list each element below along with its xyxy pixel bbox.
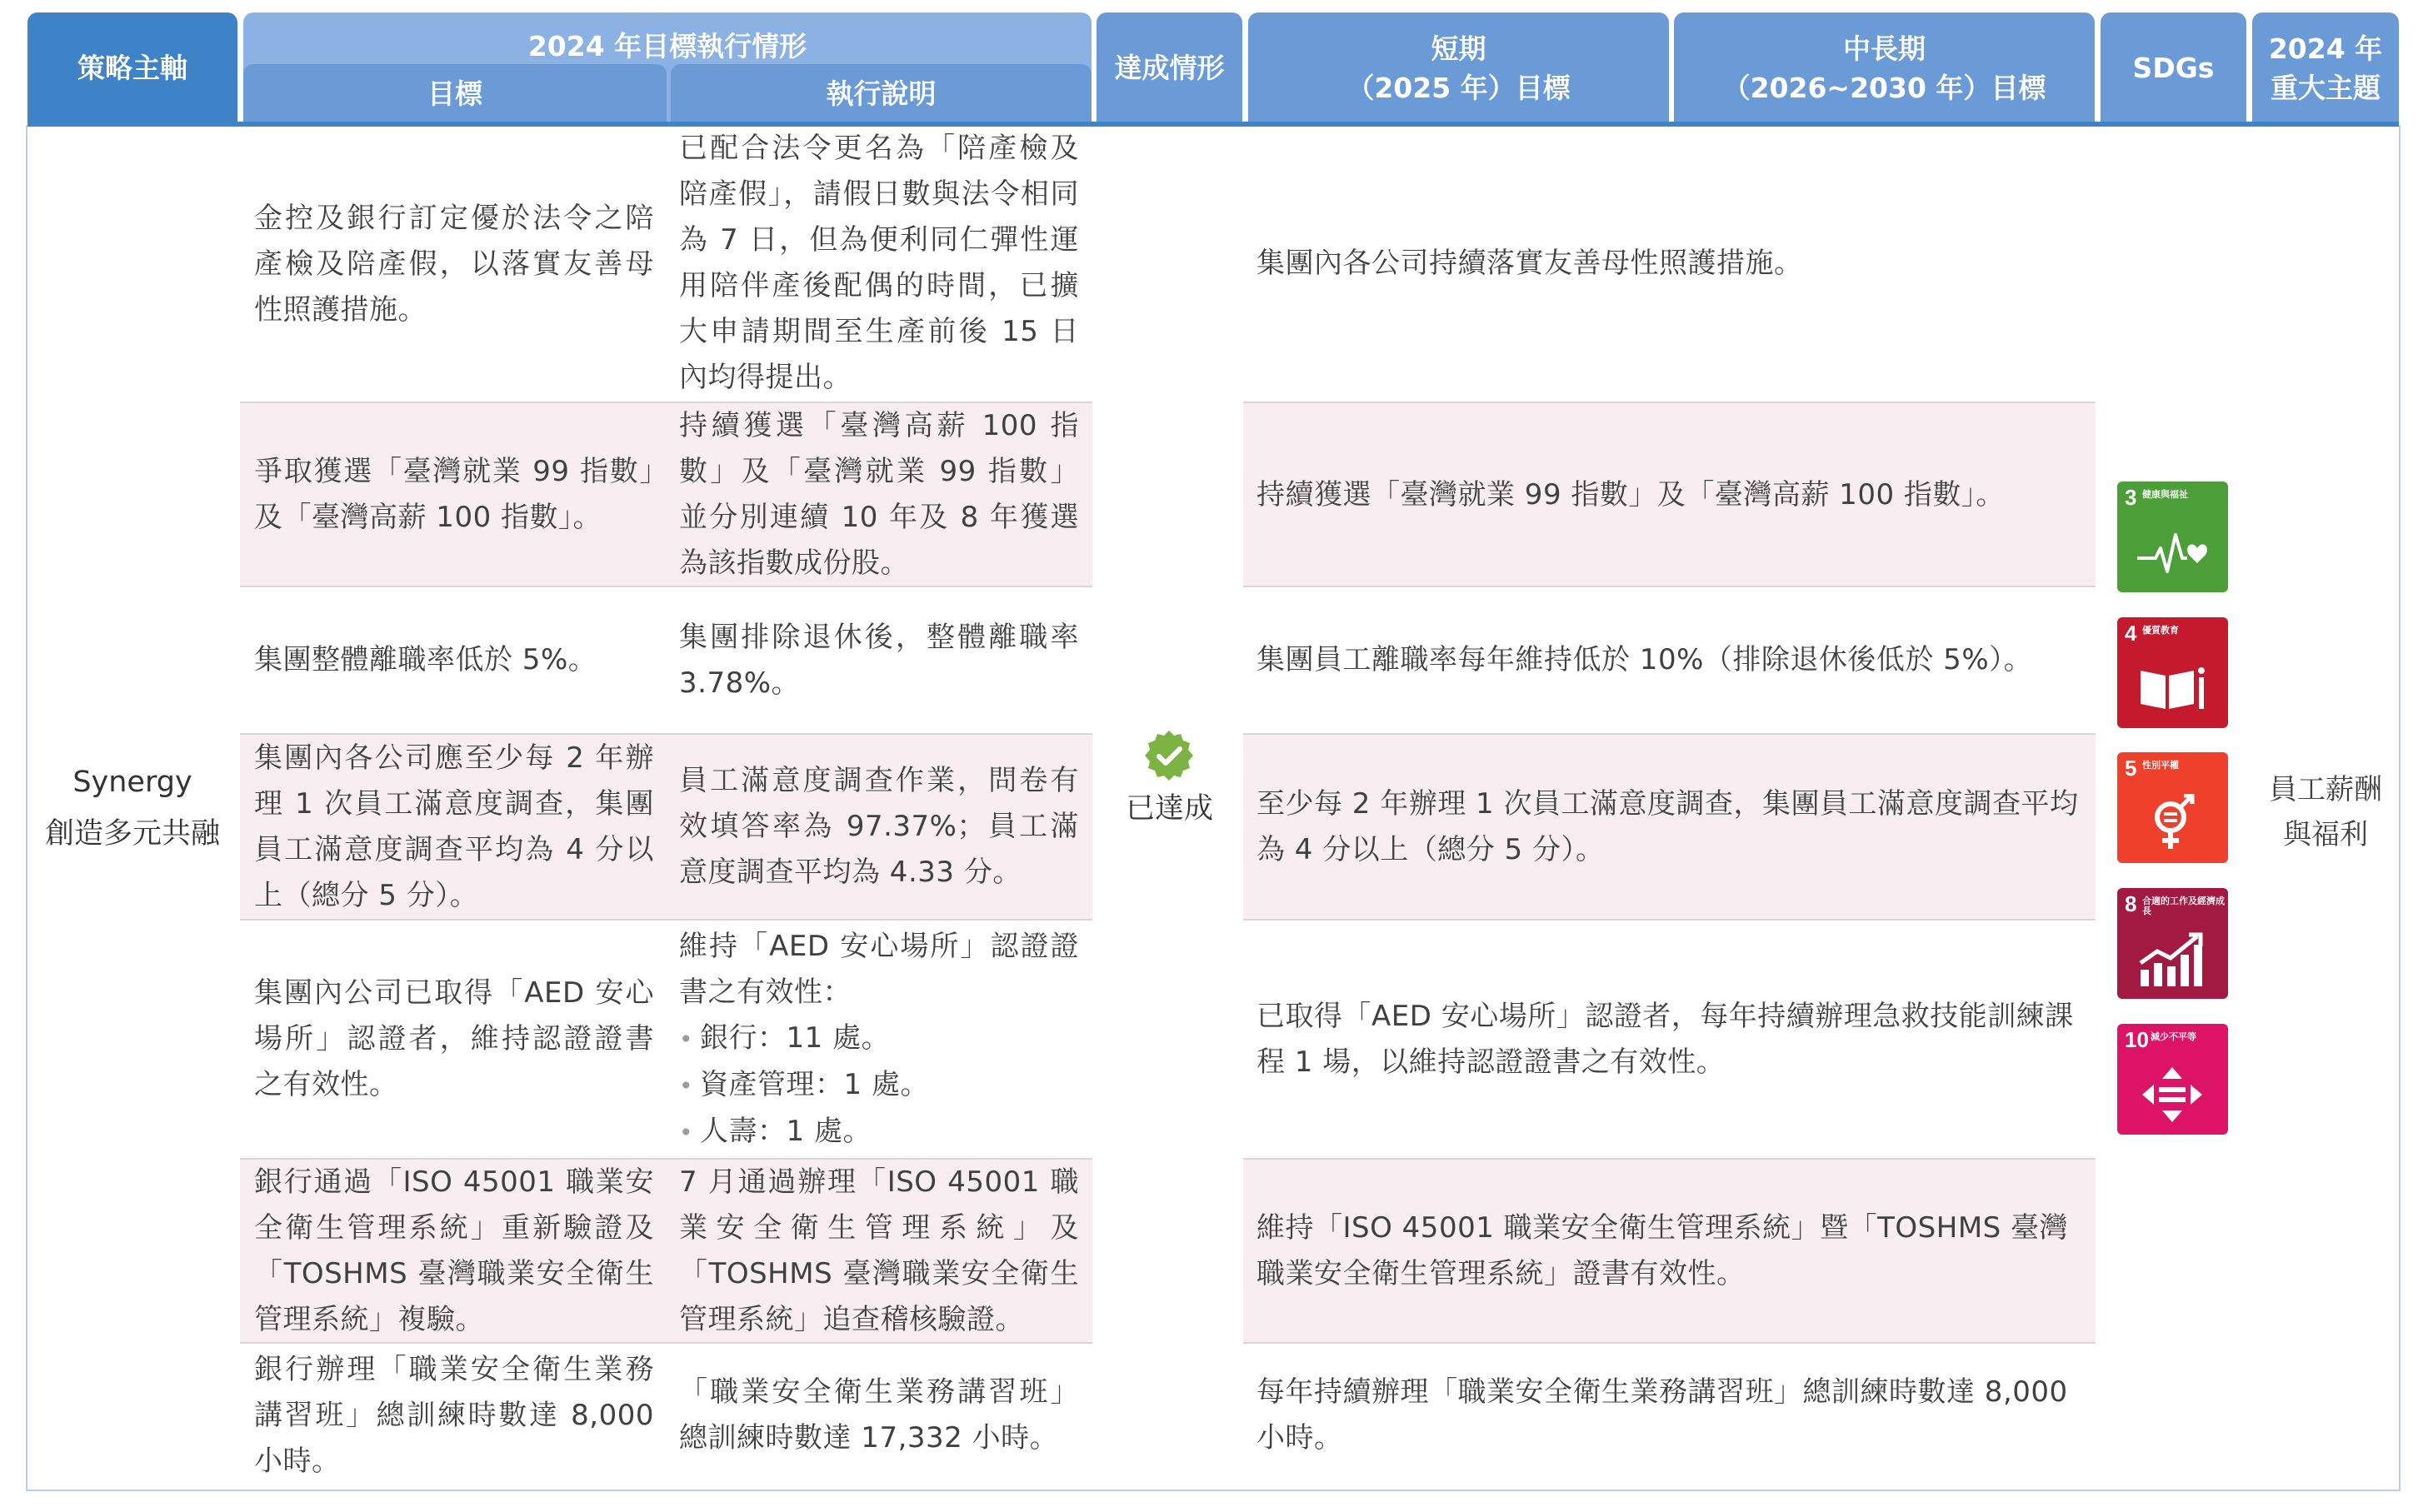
row-7-future-text: 每年持續辦理「職業安全衛生業務講習班」總訓練時數達 8,000 小時。 bbox=[1256, 1375, 2068, 1455]
check-badge-icon bbox=[1142, 729, 1196, 782]
row-6-future bbox=[1256, 1160, 2086, 1342]
book-icon bbox=[2134, 659, 2211, 717]
header-sdgs-label: SDGs bbox=[2132, 52, 2215, 85]
header-long-term-line1: 中長期 bbox=[1843, 32, 1926, 66]
header-target bbox=[243, 64, 667, 125]
sdg-4-tile bbox=[2117, 617, 2228, 728]
row-3-target bbox=[254, 587, 654, 733]
row-6-target-text: 銀行通過「ISO 45001 職業安全衛生管理系統」重新驗證及「TOSHMS 臺灣職業安全衛生管理系統」複驗。 bbox=[254, 1165, 654, 1336]
sdg-10-tile bbox=[2117, 1024, 2228, 1135]
header-achievement bbox=[1097, 12, 1242, 125]
header-strategy-label: 策略主軸 bbox=[77, 52, 187, 85]
row-1-execution-text: 已配合法令更名為「陪產檢及陪產假」，請假日數與法令相同為 7 日，但為便利同仁彈性運用陪伴產後配偶的時間，已擴大申請期間至生產前後 15 日內均得提出。 bbox=[679, 132, 1079, 394]
achievement-label: 已達成 bbox=[1125, 792, 1213, 826]
topic-line2: 與福利 bbox=[2283, 818, 2368, 851]
growth-chart-icon bbox=[2134, 930, 2211, 988]
topic-line1: 員工薪酬 bbox=[2269, 773, 2382, 806]
achievement-cell bbox=[1097, 729, 1242, 833]
row-4-execution bbox=[679, 735, 1079, 919]
row-6-target bbox=[254, 1160, 654, 1342]
sdg-4-label: 優質教育 bbox=[2142, 625, 2179, 636]
gender-equality-icon bbox=[2134, 794, 2211, 852]
header-execution-label: 執行說明 bbox=[826, 77, 937, 111]
header-topic bbox=[2252, 12, 2399, 125]
header-topic-line2: 重大主題 bbox=[2271, 71, 2381, 104]
row-5-execution-item: • 資產管理：1 處。 bbox=[679, 1062, 1079, 1109]
header-short-term bbox=[1248, 12, 1669, 125]
row-5-execution bbox=[679, 921, 1079, 1158]
row-2-future-text: 持續獲選「臺灣就業 99 指數」及「臺灣高薪 100 指數」。 bbox=[1256, 477, 2005, 511]
row-5-execution-item: • 人壽：1 處。 bbox=[679, 1109, 1079, 1155]
row-1-target bbox=[254, 196, 654, 333]
row-7-target-text: 銀行辦理「職業安全衛生業務講習班」總訓練時數達 8,000 小時。 bbox=[254, 1352, 654, 1478]
header-achievement-label: 達成情形 bbox=[1114, 52, 1225, 85]
row-1-target-text: 金控及銀行訂定優於法令之陪產檢及陪產假，以落實友善母性照護措施。 bbox=[254, 202, 654, 327]
row-2-execution bbox=[679, 403, 1079, 586]
sdg-10-label: 減少不平等 bbox=[2151, 1031, 2196, 1042]
header-strategy bbox=[27, 12, 237, 125]
sdg-10-number: 10 bbox=[2125, 1027, 2149, 1052]
sdg-8-label: 合適的工作及經濟成長 bbox=[2142, 896, 2225, 916]
sdg-5-number: 5 bbox=[2125, 756, 2137, 781]
header-long-term-line2: （2026~2030 年）目標 bbox=[1722, 71, 2046, 104]
sdg-3-tile bbox=[2117, 482, 2228, 592]
topic-cell bbox=[2252, 758, 2399, 866]
row-5-target-text: 集團內公司已取得「AED 安心場所」認證者，維持認證證書之有效性。 bbox=[254, 976, 654, 1101]
row-2-target bbox=[254, 403, 654, 586]
row-5-target bbox=[254, 921, 654, 1158]
row-4-target-text: 集團內各公司應至少每 2 年辦理 1 次員工滿意度調查，集團員工滿意度調查平均為 4 分以上（總分 5 分）。 bbox=[254, 741, 654, 912]
row-7-execution bbox=[679, 1344, 1079, 1487]
sdg-5-label: 性別平權 bbox=[2142, 760, 2179, 771]
row-1-future bbox=[1256, 127, 2086, 400]
row-4-future bbox=[1256, 735, 2086, 919]
header-sdgs bbox=[2101, 12, 2246, 125]
row-5-future-text: 已取得「AED 安心場所」認證者，每年持續辦理急救技能訓練課程 1 場，以維持認證證書之有效性。 bbox=[1256, 999, 2074, 1079]
heartbeat-icon bbox=[2134, 523, 2211, 581]
row-7-future bbox=[1256, 1344, 2086, 1487]
row-4-target bbox=[254, 735, 654, 919]
row-2-execution-text: 持續獲選「臺灣高薪 100 指數」及「臺灣就業 99 指數」並分別連續 10 年及 8 年獲選為該指數成份股。 bbox=[679, 409, 1079, 580]
row-6-future-text: 維持「ISO 45001 職業安全衛生管理系統」暨「TOSHMS 臺灣職業安全衛生管理系統」證書有效性。 bbox=[1256, 1210, 2069, 1290]
row-2-target-text: 爭取獲選「臺灣就業 99 指數」及「臺灣高薪 100 指數」。 bbox=[254, 455, 654, 534]
strategy-name-en: Synergy bbox=[72, 766, 192, 799]
sdg-8-tile bbox=[2117, 888, 2228, 999]
sdg-3-label: 健康與福祉 bbox=[2142, 489, 2188, 500]
strategy-name-zh: 創造多元共融 bbox=[44, 817, 220, 851]
header-long-term bbox=[1674, 12, 2095, 125]
row-4-execution-text: 員工滿意度調查作業，問卷有效填答率為 97.37%；員工滿意度調查平均為 4.33 分。 bbox=[679, 764, 1079, 889]
header-2024-label: 2024 年目標執行情形 bbox=[527, 30, 807, 62]
row-2-future bbox=[1256, 403, 2086, 586]
row-5-future bbox=[1256, 921, 2086, 1158]
row-3-future-text: 集團員工離職率每年維持低於 10%（排除退休後低於 5%）。 bbox=[1256, 643, 2033, 676]
sdg-8-number: 8 bbox=[2125, 891, 2137, 916]
row-7-execution-text: 「職業安全衛生業務講習班」總訓練時數達 17,332 小時。 bbox=[679, 1375, 1079, 1455]
header-execution bbox=[671, 64, 1092, 125]
row-6-execution bbox=[679, 1160, 1079, 1342]
sdg-5-tile bbox=[2117, 752, 2228, 863]
sdg-4-number: 4 bbox=[2125, 621, 2137, 646]
row-3-future bbox=[1256, 587, 2086, 733]
header-topic-line1: 2024 年 bbox=[2268, 32, 2383, 66]
strategy-cell bbox=[27, 750, 237, 866]
header-target-label: 目標 bbox=[427, 77, 482, 111]
reduced-inequality-icon bbox=[2134, 1065, 2211, 1124]
row-1-future-text: 集團內各公司持續落實友善母性照護措施。 bbox=[1256, 246, 1803, 280]
row-5-execution-text: 維持「AED 安心場所」認證證書之有效性： bbox=[679, 929, 1079, 1009]
row-3-execution-text: 集團排除退休後，整體離職率 3.78%。 bbox=[679, 620, 1079, 700]
sdg-3-number: 3 bbox=[2125, 485, 2137, 510]
row-5-execution-item: • 銀行：11 處。 bbox=[679, 1015, 1079, 1062]
row-4-future-text: 至少每 2 年辦理 1 次員工滿意度調查，集團員工滿意度調查平均為 4 分以上（總分 5 分）。 bbox=[1256, 786, 2079, 866]
row-1-execution bbox=[679, 127, 1079, 400]
row-7-target bbox=[254, 1344, 654, 1487]
row-3-execution bbox=[679, 587, 1079, 733]
header-short-term-line2: （2025 年）目標 bbox=[1346, 71, 1571, 104]
row-6-execution-text: 7 月通過辦理「ISO 45001 職業安全衛生管理系統」及「TOSHMS 臺灣職業安全衛生管理系統」追查稽核驗證。 bbox=[679, 1165, 1079, 1336]
header-short-term-line1: 短期 bbox=[1431, 32, 1486, 66]
row-3-target-text: 集團整體離職率低於 5%。 bbox=[254, 643, 597, 676]
